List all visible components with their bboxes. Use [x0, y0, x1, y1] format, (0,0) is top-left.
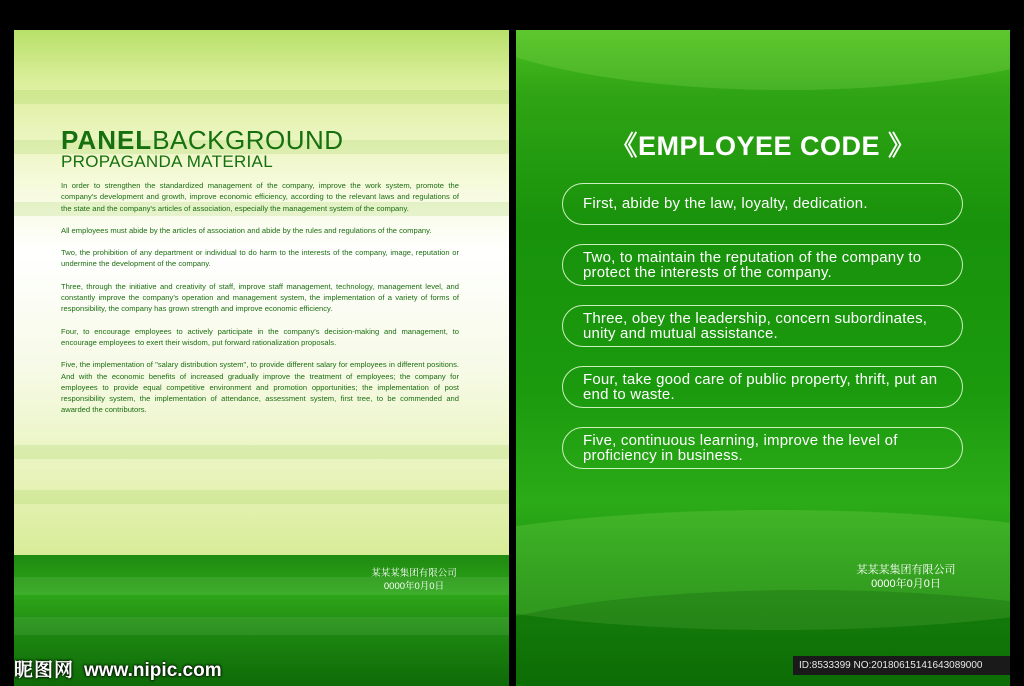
- code-item-5: Five, continuous learning, improve the level of proficiency in business.: [562, 427, 963, 469]
- site-url: www.nipic.com: [84, 660, 222, 681]
- left-flyer-panel: [14, 30, 509, 686]
- company-info: [846, 563, 966, 591]
- site-watermark: [14, 655, 222, 682]
- company-date: 0000年0月0日: [871, 578, 941, 590]
- body-paragraph: In order to strengthen the standardized management of the company, improve the work system, promote the company's development and growth, improve economic efficiency, according to the relevant laws and regulations of the state and the company's articles of association, especially the management system of the company.: [61, 181, 459, 213]
- panel-title-regular: BACKGROUND: [152, 125, 344, 155]
- code-item-1: First, abide by the law, loyalty, dedication.: [562, 183, 963, 225]
- background-stripe: [14, 490, 509, 504]
- image-id-label: ID:8533399 NO:20180615141643089000: [793, 656, 1010, 675]
- code-item-2: Two, to maintain the reputation of the company to protect the interests of the company.: [562, 244, 963, 286]
- body-paragraph: Five, the implementation of "salary distribution system", to provide different salary for employees in different positions. And with the economic benefits of increased gradually improve the treatment of employees; the company for employees to provide equal competitive environment and promotion opportunities; the implementation of post responsibility system, the implementation of attendance, assessment system, first tree, to be commended and awarded the contributors.: [61, 360, 459, 415]
- company-name: 某某某集团有限公司: [856, 564, 956, 576]
- right-flyer-panel: [516, 30, 1010, 686]
- company-info: [359, 567, 469, 593]
- background-stripe: [14, 445, 509, 459]
- panel-title: [61, 126, 344, 154]
- code-item-4: Four, take good care of public property, thrift, put an end to waste.: [562, 366, 963, 408]
- body-paragraph: Two, the prohibition of any department or individual to do harm to the interests of the company, image, reputation or undermine the development of the company.: [61, 248, 459, 269]
- body-paragraph: Four, to encourage employees to actively participate in the company's decision-making and management, to encourage employees to exert their wisdom, put forward rationalization proposals.: [61, 326, 459, 347]
- panel-title-bold: PANEL: [61, 125, 153, 155]
- body-text: [61, 180, 459, 427]
- site-name: 昵图网: [14, 660, 75, 681]
- footer-wave: [14, 617, 509, 635]
- employee-code-title: 《EMPLOYEE CODE 》: [610, 131, 916, 161]
- code-item-3: Three, obey the leadership, concern subordinates, unity and mutual assistance.: [562, 305, 963, 347]
- panel-subtitle: PROPAGANDA MATERIAL: [61, 152, 273, 171]
- decorative-arc: [516, 30, 1010, 90]
- company-name: 某某某集团有限公司: [371, 568, 457, 579]
- body-paragraph: Three, through the initiative and creativity of staff, improve staff management, technology, management level, and constantly improve the company's operation and management system, the implementation of a variety of forms of responsibility, the company has grown strength and improve economic efficiency.: [61, 281, 459, 314]
- background-stripe: [14, 90, 509, 104]
- company-date: 0000年0月0日: [383, 581, 445, 592]
- body-paragraph: All employees must abide by the articles of association and abide by the rules and regulations of the company.: [61, 225, 432, 235]
